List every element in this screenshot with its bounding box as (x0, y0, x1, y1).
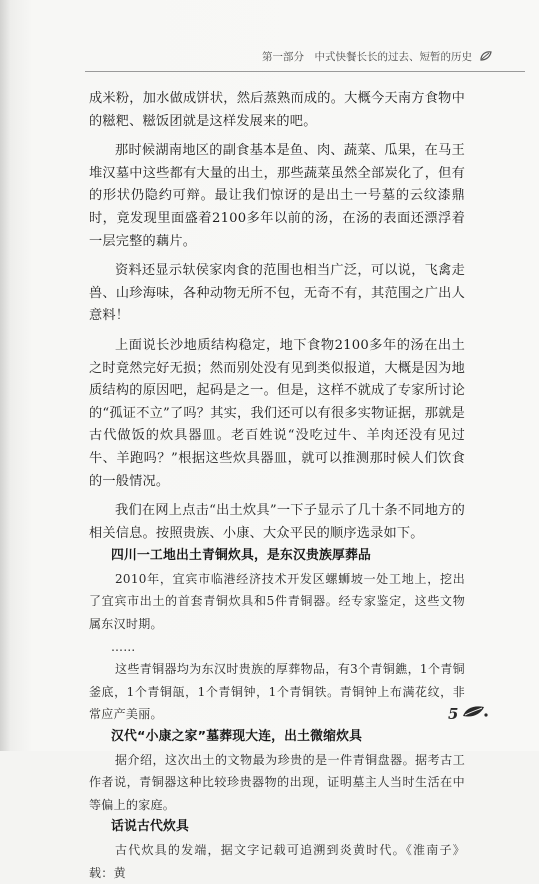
body-paragraph: 成米粉，加水做成饼状，然后蒸熟而成的。大概今天南方食物中的糍粑、糍饭团就是这样发展来的吧。 (89, 91, 465, 129)
section-heading: 话说古代炊具 (111, 819, 189, 835)
ellipsis: …… (111, 639, 136, 654)
body-paragraph: 我们在网上点击“出土炊具”一下子显示了几十条不同地方的相关信息。按照贵族、小康、大众平民的顺序选录如下。 (89, 503, 465, 541)
book-spine-shadow (0, 0, 10, 751)
quoted-paragraph: 古代炊具的发端，据文字记载可追溯到炎黄时代。《淮南子》载：黄 (89, 843, 465, 880)
leaf-ornament-icon (460, 702, 490, 726)
section-heading: 汉代“小康之家”墓葬现大连，出土微缩炊具 (111, 729, 363, 745)
page-number: 5 (448, 705, 459, 723)
running-header-text: 第一部分 中式快餐长长的过去、短暂的历史 (262, 51, 472, 63)
running-header (262, 49, 525, 67)
section-heading: 四川一工地出土青铜炊具，是东汉贵族厚葬品 (111, 548, 371, 564)
header-divider (85, 71, 525, 72)
body-paragraph: 那时候湖南地区的副食基本是鱼、肉、蔬菜、瓜果，在马王堆汉墓中这些都有大量的出土，那些蔬菜虽然全部炭化了，但有的形状仍隐约可辩。最让我们惊讶的是出土一号墓的云纹漆鼎时，竟发现里面盛着2100多年以前的汤，在汤的表面还漂浮着一层完整的藕片。 (89, 143, 465, 249)
quoted-paragraph: 据介绍，这次出土的文物最为珍贵的是一件青铜盘器。据考古工作者说，青铜器这种比较珍贵器物的出现，证明墓主人当时生活在中等偏上的家庭。 (89, 752, 465, 812)
leaf-ornament-icon (479, 50, 493, 65)
page-body (89, 88, 465, 884)
quoted-paragraph: 2010年，宜宾市临港经济技术开发区螺蛳坡一处工地上，挖出了宜宾市出土的首套青铜炊具和5件青铜器。经专家鉴定，这些文物属东汉时期。 (89, 571, 465, 632)
body-paragraph: 上面说长沙地质结构稳定，地下食物2100多年的汤在出土之时竟然完好无损；然而别处没有见到类似报道，大概是因为地质结构的原因吧，起码是之一。但是，这样不就成了专家所讨论的“孤证不立”了吗？其实，我们还可以有很多实物证据，那就是古代做饭的炊具器皿。老百姓说“没吃过牛、羊肉还没有见过牛、羊跑吗？”根据这些炊具器皿，就可以推测那时候人们饮食的一般情况。 (89, 337, 465, 489)
quoted-paragraph: 这些青铜器均为东汉时贵族的厚葬物品，有3个青铜鐎，1个青铜釜底，1个青铜瓿，1个青铜钟，1个青铜铁。青铜钟上布满花纹，非常应产美丽。 (89, 662, 465, 722)
body-paragraph: 资料还显示轪侯家肉食的范围也相当广泛，可以说，飞禽走兽、山珍海味，各种动物无所不包，无奇不有，其范围之广出人意料！ (89, 263, 465, 324)
